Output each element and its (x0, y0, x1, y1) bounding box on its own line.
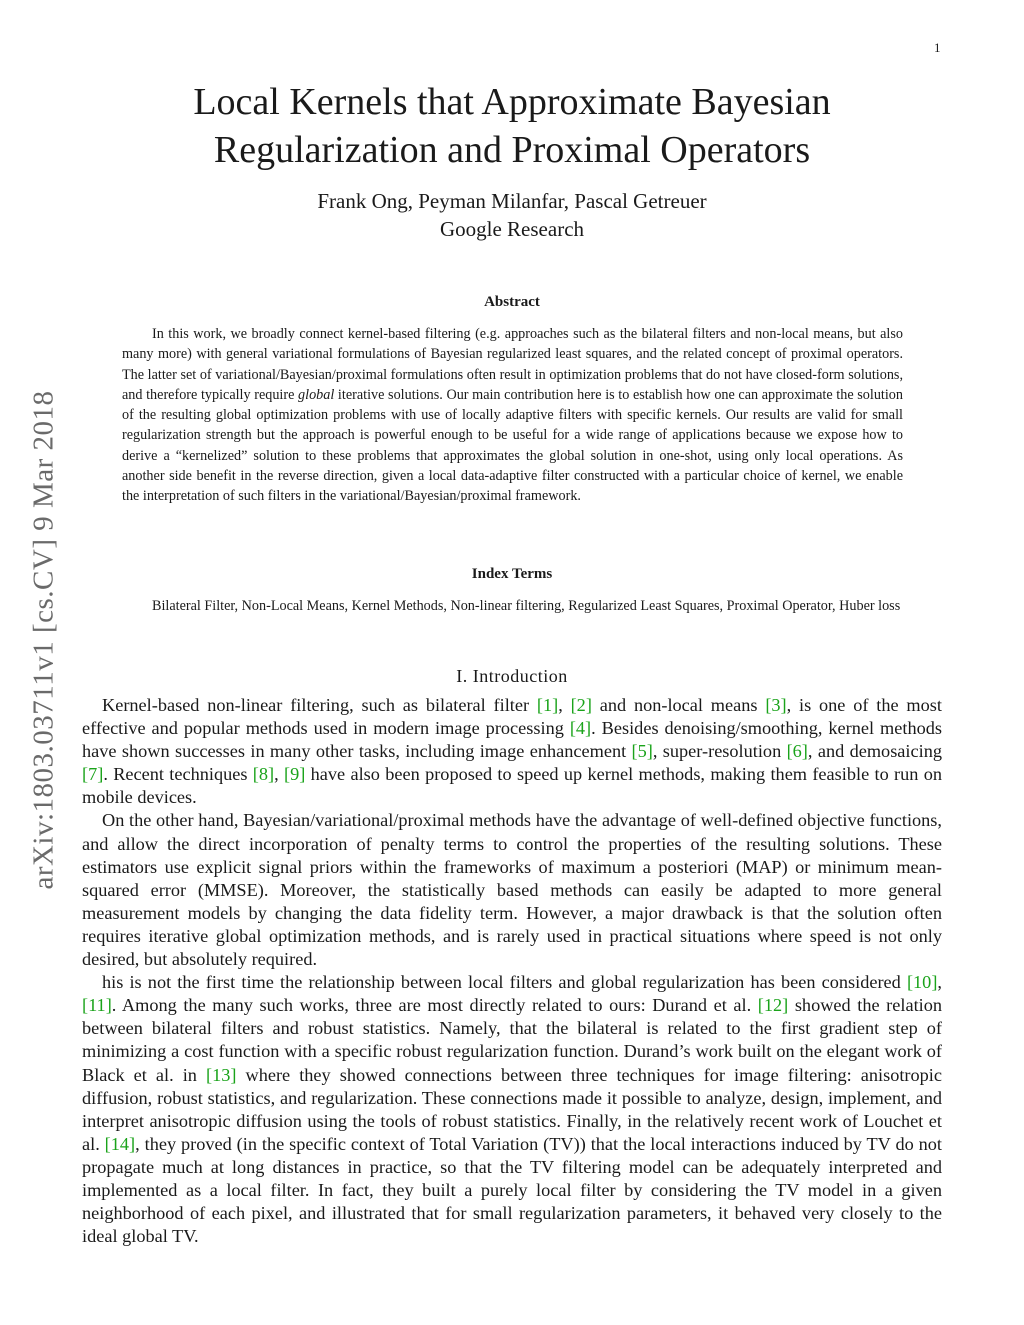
introduction-body (82, 694, 942, 1248)
paragraph-3: his is not the first time the relationship between local filters and global regularization has been considered [10], [11]. Among the many such works, three are most directly related to ours: Durand et al. [12] showed the relation between bilateral filters and robust statistics. Namely, that the bilateral is related to the first gradient step of minimizing a cost function with a specific robust regularization function. Durand’s work built on the elegant work of Black et al. in [13] where they showed connections between three techniques for image filtering: anisotropic diffusion, robust statistics, and regularization. These connections made it possible to analyze, design, implement, and interpret anisotropic diffusion using the tools of robust statistics. Finally, in the relatively recent work of Louchet et al. [14], they proved (in the specific context of Total Variation (TV)) that the local interactions induced by TV do not propagate much at long distances in practice, so that the TV filtering model can be adequately interpreted and implemented as a local filter. In fact, they built a purely local filter by considering the TV model in a given neighborhood of each pixel, and illustrated that for small regularization parameters, it behaved very closely to the ideal global TV. (82, 972, 943, 1247)
section-heading: I. Introduction (456, 666, 568, 686)
arxiv-side-identifier: arXiv:1803.03711v1 [cs.CV] 9 Mar 2018 (27, 390, 60, 890)
citation-7[interactable]: [7] (82, 764, 104, 785)
index-terms-heading: Index Terms (471, 566, 553, 582)
abstract-text: In this work, we broadly connect kernel-based filtering (e.g. approaches such as the bilateral filters and non-local means, but also many more) with general variational formulations of Bayesian regularized least squares, and the related concept of proximal operators. The latter set of variational/Bayesian/proximal formulations often result in optimization problems that do not have closed-form solutions, and therefore typically require global iterative solutions. Our main contribution here is to establish how one can approximate the solution of the resulting global optimization problems with use of locally adaptive filters with specific kernels. Our results are valid for small regularization strength but the approach is powerful enough to be useful for a wide range of applications because we expose how to derive a “kernelized” solution to these problems that approximates the global solution in one-shot, using only local operations. As another side benefit in the reverse direction, given a local data-adaptive filter constructed with a particular choice of kernel, we enable the interpretation of such filters in the variational/Bayesian/proximal framework. (122, 326, 903, 505)
abstract-emphasis: global (298, 386, 335, 403)
citation-11[interactable]: [11] (82, 995, 112, 1016)
citation-2[interactable]: [2] (570, 695, 592, 715)
paper-title (112, 78, 912, 174)
citation-12[interactable]: [12] (757, 995, 789, 1016)
paragraph-1: Kernel-based non-linear filtering, such as bilateral filter [1], [2] and non-local means [3], is one of the most effective and popular methods used in modern image processing [4]. Besides denoising/smoothing, kernel methods have shown successes in many other tasks, including image enhancement [5], super-resolution [6], and demosaicing [7]. Recent techniques [8], [9] have also been proposed to speed up kernel methods, making them feasible to run on mobile devices. (82, 695, 943, 808)
paragraph-2: On the other hand, Bayesian/variational/proximal methods have the advantage of well-defined objective functions, and allow the direct incorporation of penalty terms to control the properties of the resulting solutions. These estimators use explicit signal priors within the frameworks of maximum a posteriori (MAP) or minimum mean-squared error (MMSE). Moreover, the statistically based methods can easily be adapted to more general measurement models by changing the data fidelity term. However, a major drawback is that the solution often requires iterative global optimization methods, and is rarely used in practical situations where speed is not only desired, but absolutely required. (82, 810, 942, 970)
citation-1[interactable]: [1] (536, 695, 559, 715)
page-number: 1 (934, 40, 941, 55)
authors: Frank Ong, Peyman Milanfar, Pascal Getreuer (317, 189, 707, 213)
title-line-2: Regularization and Proximal Operators (213, 129, 811, 171)
title-line-1: Local Kernels that Approximate Bayesian (193, 81, 831, 123)
index-terms-text: Bilateral Filter, Non-Local Means, Kernel Methods, Non-linear filtering, Regularized Least Squares, Proximal Operator, Huber loss (152, 598, 901, 614)
citation-6[interactable]: [6] (786, 741, 808, 762)
citation-5[interactable]: [5] (631, 741, 653, 762)
citation-9[interactable]: [9] (284, 764, 306, 785)
citation-8[interactable]: [8] (252, 764, 275, 785)
citation-3[interactable]: [3] (765, 695, 787, 715)
citation-4[interactable]: [4] (569, 718, 592, 739)
author-block (112, 187, 912, 243)
affiliation: Google Research (439, 217, 585, 241)
abstract-heading: Abstract (484, 294, 540, 310)
citation-10[interactable]: [10] (906, 972, 938, 993)
citation-14[interactable]: [14] (104, 1133, 136, 1154)
citation-13[interactable]: [13] (205, 1064, 237, 1085)
